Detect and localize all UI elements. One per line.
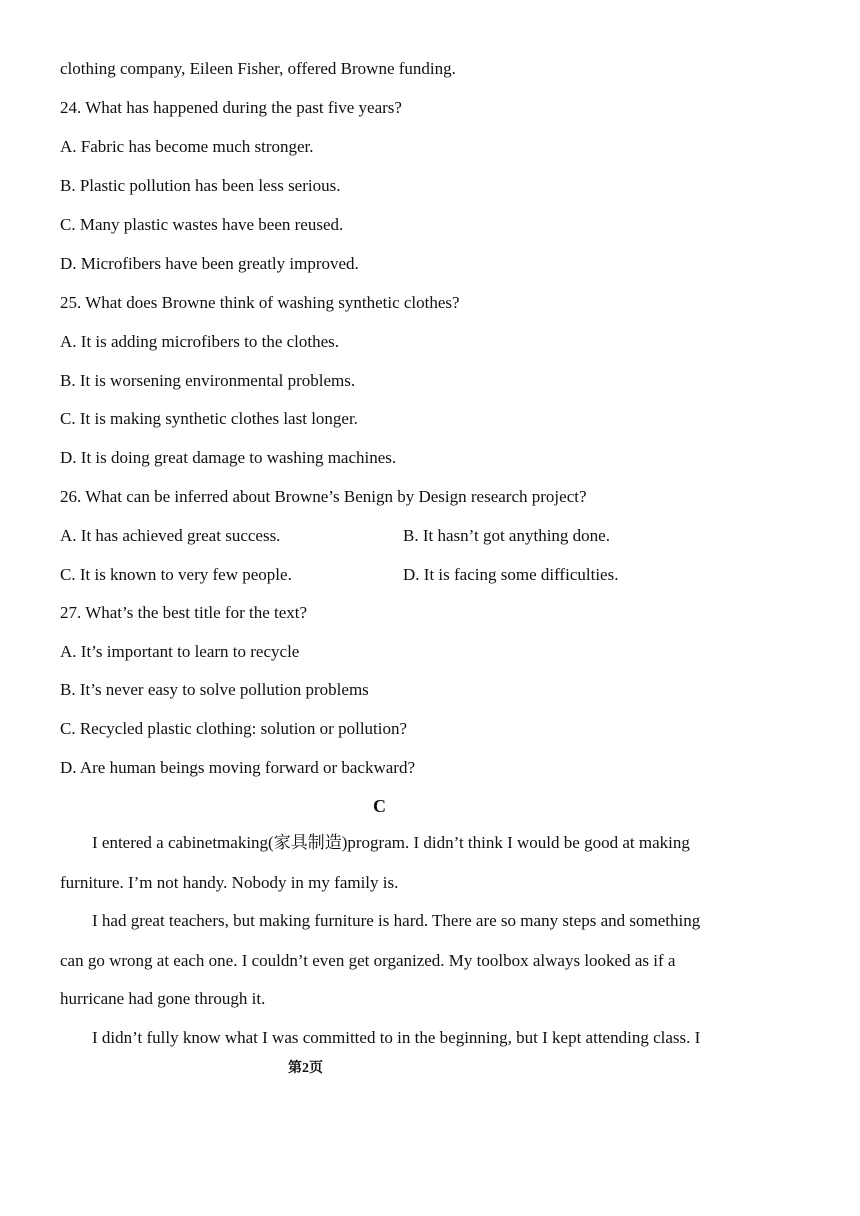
passage-c-p1-line2: furniture. I’m not handy. Nobody in my family is. (60, 873, 399, 892)
section-heading-text: C (373, 796, 386, 816)
passage-c-p1-line1: I entered a cabinetmaking(家具制造)program. I didn’t think I would be good at making (92, 833, 690, 852)
question-24-option-c: C. Many plastic wastes have been reused. (60, 215, 344, 234)
passage-c-p2-line2: can go wrong at each one. I couldn’t even get organized. My toolbox always looked as if a (60, 951, 676, 970)
question-25-option-d: D. It is doing great damage to washing machines. (60, 448, 397, 467)
question-26-option-a: A. It has achieved great success. (60, 526, 281, 545)
question-26-stem: 26. What can be inferred about Browne’s Benign by Design research project? (60, 487, 587, 506)
passage-c-p2-line3: hurricane had gone through it. (60, 989, 266, 1008)
question-26-option-b: B. It hasn’t got anything done. (403, 526, 610, 545)
page-number: 第2页 (288, 1061, 323, 1076)
question-24-option-b: B. Plastic pollution has been less serious. (60, 176, 341, 195)
question-27-option-a: A. It’s important to learn to recycle (60, 642, 300, 661)
passage-c-p3-line1: I didn’t fully know what I was committed to in the beginning, but I kept attending class. I (92, 1028, 701, 1047)
question-25-option-a: A. It is adding microfibers to the clothes. (60, 332, 340, 351)
question-24-stem: 24. What has happened during the past five years? (60, 98, 402, 117)
question-26-option-d: D. It is facing some difficulties. (403, 565, 619, 584)
question-26-option-c: C. It is known to very few people. (60, 565, 292, 584)
question-25-option-c: C. It is making synthetic clothes last longer. (60, 409, 358, 428)
question-24-option-a: A. Fabric has become much stronger. (60, 137, 314, 156)
question-24-option-d: D. Microfibers have been greatly improved. (60, 254, 359, 273)
question-25-option-b: B. It is worsening environmental problems. (60, 371, 356, 390)
intro-text: clothing company, Eileen Fisher, offered Browne funding. (60, 59, 456, 78)
question-25-stem: 25. What does Browne think of washing synthetic clothes? (60, 293, 460, 312)
question-27-option-c: C. Recycled plastic clothing: solution or pollution? (60, 719, 408, 738)
question-27-stem: 27. What’s the best title for the text? (60, 603, 308, 622)
passage-c-p2-line1: I had great teachers, but making furniture is hard. There are so many steps and something (92, 911, 701, 930)
question-27-option-b: B. It’s never easy to solve pollution problems (60, 680, 369, 699)
question-27-option-d: D. Are human beings moving forward or backward? (60, 758, 416, 777)
